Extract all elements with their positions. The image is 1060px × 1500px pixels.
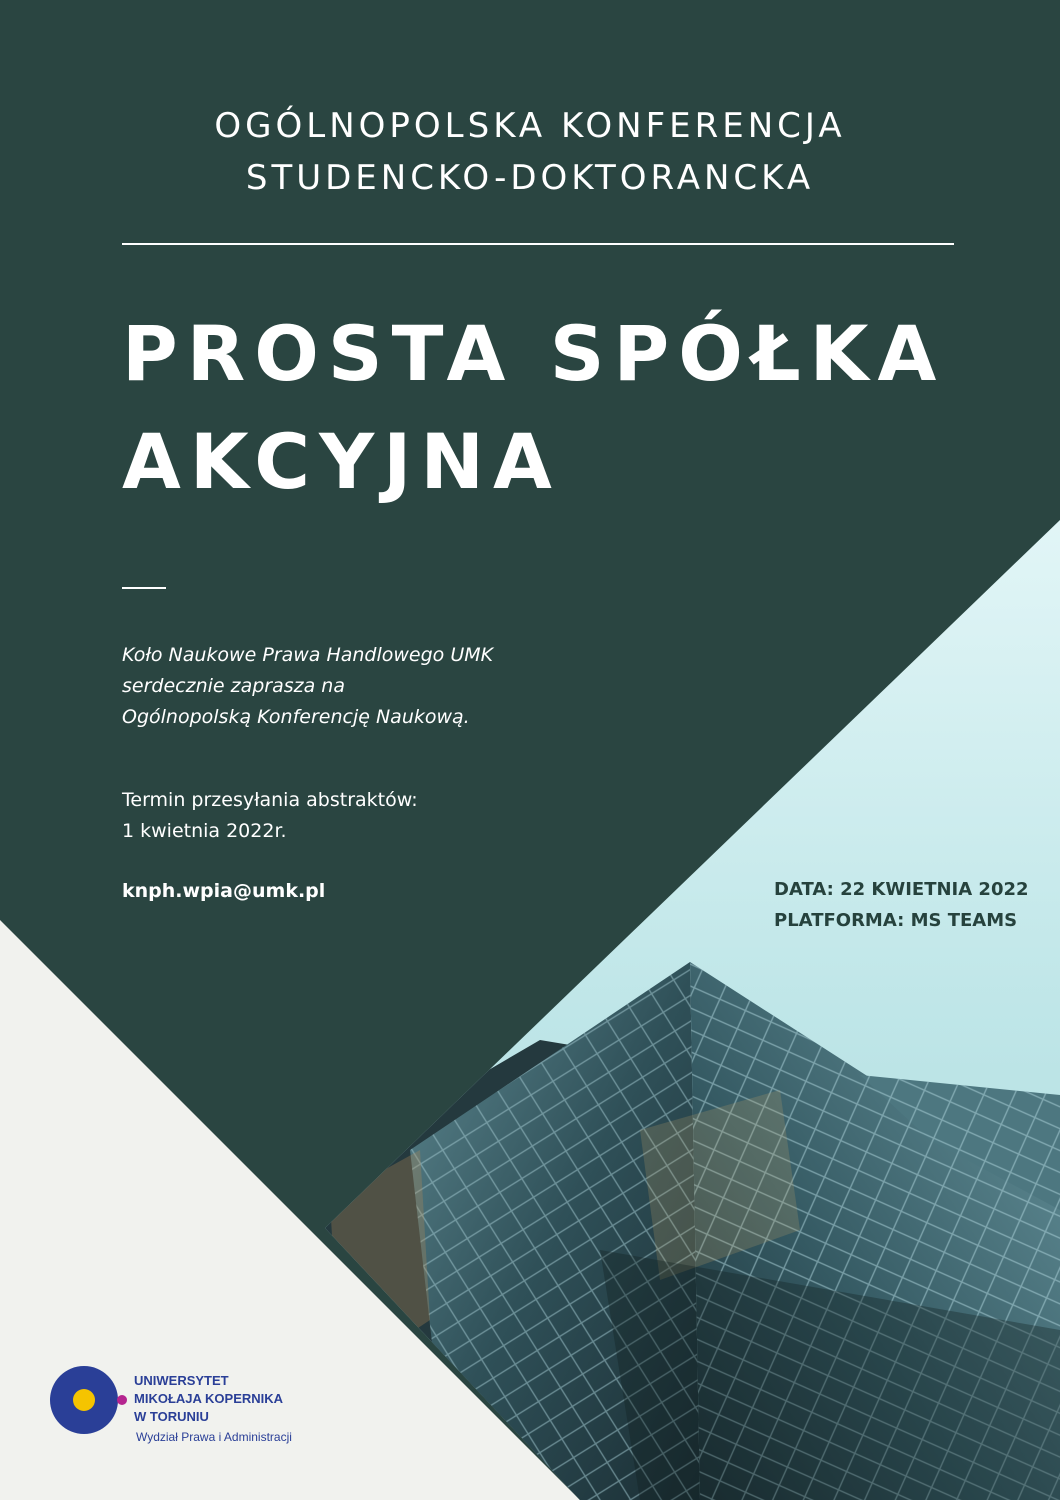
invitation-line3: Ogólnopolską Konferencję Naukową. (122, 706, 470, 728)
logo-line1: UNIWERSYTET (134, 1373, 229, 1388)
conference-label (0, 100, 1060, 204)
deadline-line2: 1 kwietnia 2022r. (122, 820, 287, 842)
short-divider (122, 587, 166, 589)
event-date: DATA: 22 KWIETNIA 2022 (774, 879, 1029, 900)
event-info (774, 874, 1029, 936)
logo-faculty: Wydział Prawa i Administracji (136, 1430, 292, 1444)
divider-line (122, 243, 954, 245)
logo-line3: W TORUNIU (134, 1409, 209, 1424)
contact-email[interactable]: knph.wpia@umk.pl (122, 880, 326, 902)
logo-line2: MIKOŁAJA KOPERNIKA (134, 1391, 284, 1406)
abstract-deadline (122, 785, 418, 847)
university-logo (50, 1364, 350, 1454)
umk-logo-icon (50, 1364, 128, 1436)
invitation-text (122, 640, 493, 733)
conference-label-line1: OGÓLNOPOLSKA KONFERENCJA (214, 106, 846, 146)
title-line1: PROSTA SPÓŁKA (122, 309, 946, 398)
invitation-line1: Koło Naukowe Prawa Handlowego UMK (122, 644, 494, 666)
event-platform: PLATFORMA: MS TEAMS (774, 910, 1018, 931)
invitation-line2: serdecznie zaprasza na (122, 675, 345, 697)
deadline-line1: Termin przesyłania abstraktów: (122, 789, 418, 811)
logo-name (134, 1372, 283, 1426)
conference-label-line2: STUDENCKO-DOKTORANCKA (245, 158, 815, 198)
page-title (122, 300, 945, 516)
title-line2: AKCYJNA (122, 417, 561, 506)
